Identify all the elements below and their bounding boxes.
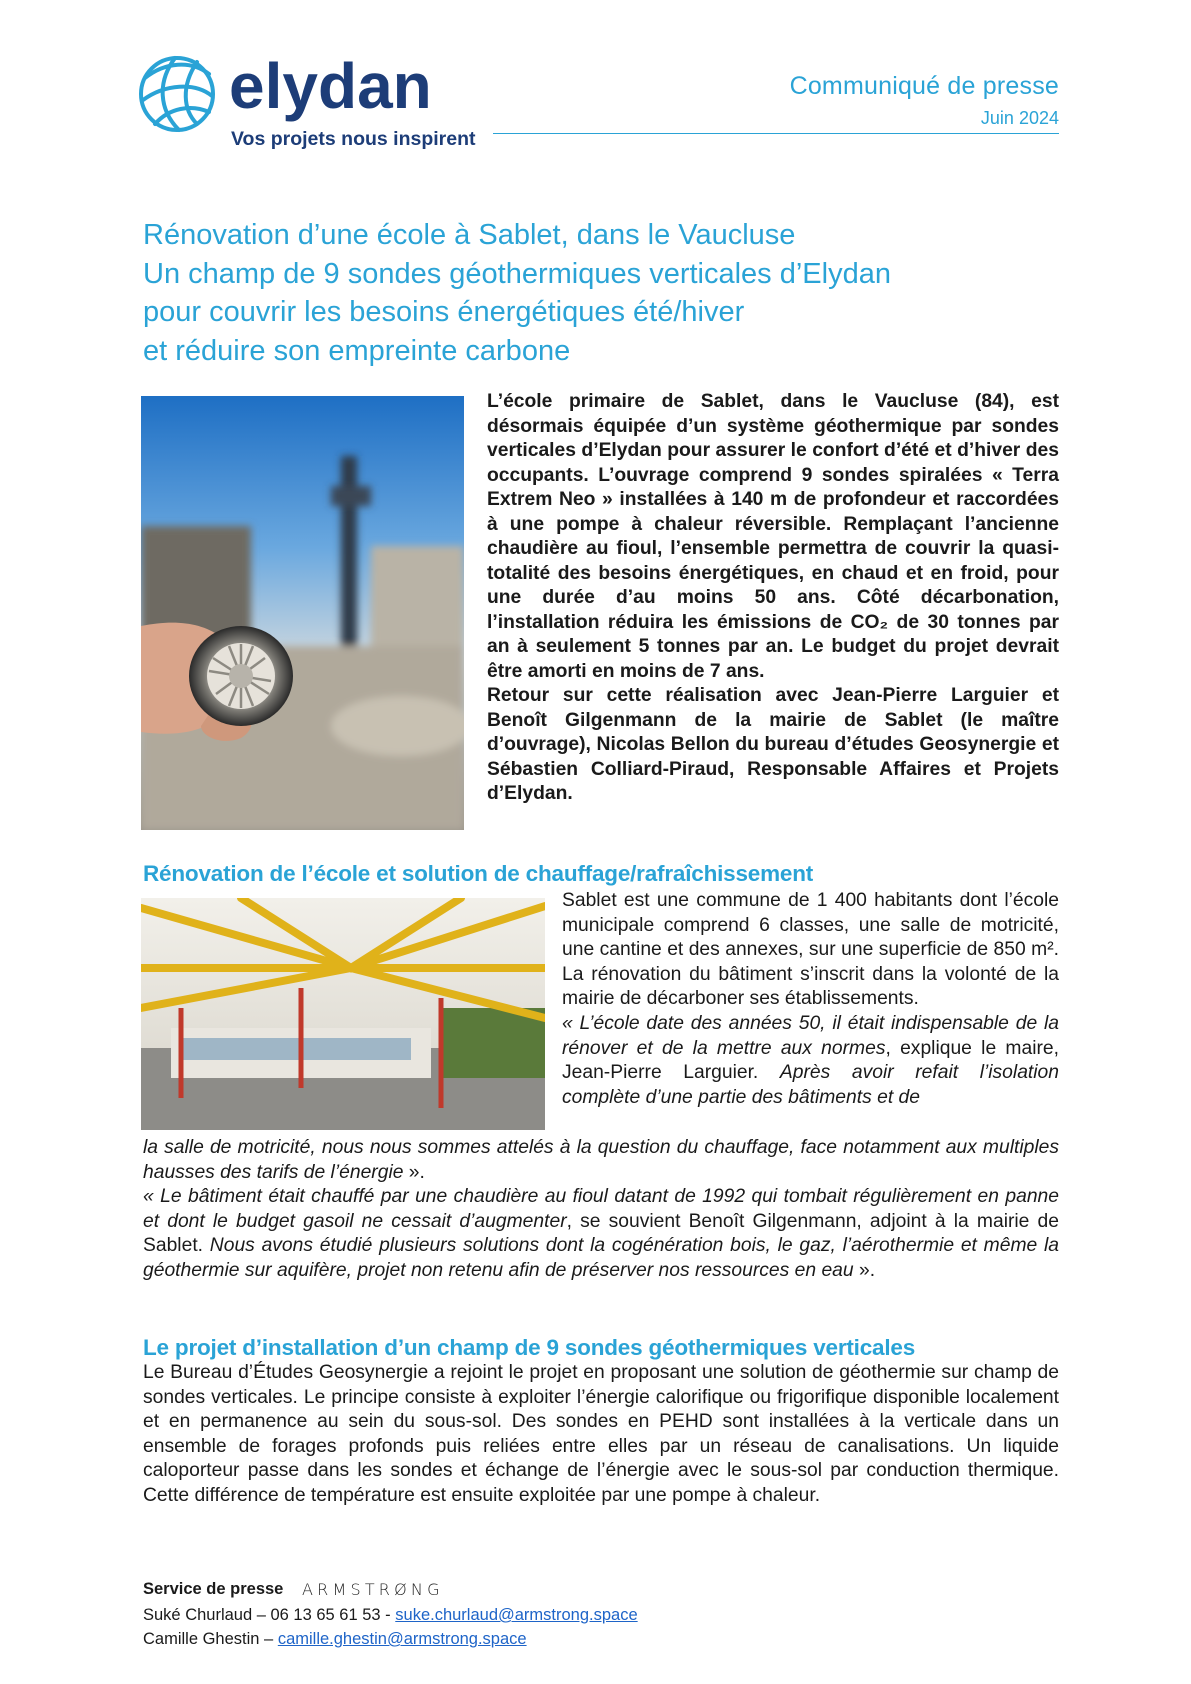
- title-line: pour couvrir les besoins énergétiques été/hiver: [143, 296, 745, 328]
- contact-name: Camille Ghestin –: [143, 1630, 278, 1648]
- quote-paragraph: [143, 1136, 1059, 1185]
- section-heading: Rénovation de l’école et solution de chauffage/rafraîchissement: [143, 861, 814, 886]
- quote-close: ».: [853, 1259, 876, 1281]
- title-line: et réduire son empreinte carbone: [143, 334, 571, 367]
- logo-wordmark: elydan: [229, 52, 432, 122]
- quote-italic: Nous avons étudié plusieurs solutions dont la cogénération bois, le gaz, l’aérothermie et même la géothermie sur aquifère, projet non retenu afin de préserver nos ressources en eau: [143, 1235, 1059, 1281]
- contact-email-link[interactable]: suke.churlaud@armstrong.space: [395, 1606, 638, 1624]
- quote-paragraph: [143, 1185, 1059, 1283]
- section2-paragraph: Le Bureau d’Études Geosynergie a rejoint le projet en proposant une solution de géothermie sur champ de sondes verticales. Le principe consiste à exploiter l’énergie calorifique ou frigorifique disponible localement et en permanence au sein du sous-sol. Des sondes en PEHD sont installées à la verticale dans un ensemble de forages profonds puis reliées entre elles par un réseau de canalisations. Un liquide caloporteur passe dans les sondes et échange de l’énergie avec le sous-sol par conduction thermique. Cette différence de température est ensuite exploitée par une pompe à chaleur.: [143, 1362, 1059, 1506]
- probe-photo: [141, 396, 464, 830]
- title-line: Rénovation d’une école à Sablet, dans le Vaucluse: [143, 219, 796, 251]
- press-contact: [143, 1630, 527, 1649]
- school-courtyard-photo: [141, 898, 545, 1130]
- quote-paragraph: [562, 1012, 1059, 1110]
- section1-paragraph: Sablet est une commune de 1 400 habitants dont l’école municipale comprend 6 classes, une salle de motricité, une cantine et des annexes, sur une superficie de 850 m². La rénovation du bâtiment s’inscrit dans la volonté de la mairie de décarboner ses établissements.: [562, 890, 1059, 1010]
- section1-text-full: [143, 1136, 1059, 1284]
- contact-name: Suké Churlaud – 06 13 65 61 53 -: [143, 1606, 396, 1624]
- quote-italic: Après avoir refait l’isolation complète d’une partie des bâtiments et de: [562, 1062, 1059, 1108]
- header-divider: [493, 133, 1059, 134]
- contact-email-link[interactable]: camille.ghestin@armstrong.space: [277, 1630, 527, 1648]
- quote-attribution: , explique le maire, Jean-Pierre Larguier.: [562, 1037, 1059, 1084]
- elydan-logo: [139, 52, 484, 160]
- quote-italic: « Le bâtiment était chauffé par une chaudière au fioul datant de 1992 qui tombait régulièrement en panne et dont le budget gasoil ne cessait d’augmenter: [143, 1186, 1059, 1232]
- intro-paragraph: L’école primaire de Sablet, dans le Vaucluse (84), est désormais équipée d’un système géothermique par sondes verticales d’Elydan pour assurer le confort d’été et d’hiver des occupants. L’ouvrage comprend 9 sondes spiralées « Terra Extrem Neo » installées à 140 m de profondeur et raccordées à une pompe à chaleur réversible. Remplaçant l’ancienne chaudière au fioul, l’ensemble permettra de couvrir la quasi-totalité des besoins énergétiques, en chaud et en froid, pour une durée d’au moins 50 ans. Côté décarbonation, l’installation réduira les émissions de CO₂ de 30 tonnes par an à seulement 5 tonnes par an. Le budget du projet devrait être amorti en moins de 7 ans.: [487, 391, 1059, 682]
- press-service-label: Service de presse: [143, 1580, 284, 1598]
- document-type: Communiqué de presse: [789, 72, 1059, 100]
- quote-italic: la salle de motricité, nous nous sommes attelés à la question du chauffage, face notamment aux multiples hausses des tarifs de l’énergie: [143, 1137, 1059, 1183]
- agency-logo: ARMSTRØNG: [302, 1580, 444, 1599]
- title-line: Un champ de 9 sondes géothermiques verticales d’Elydan: [143, 257, 891, 290]
- intro-paragraph: Retour sur cette réalisation avec Jean-Pierre Larguier et Benoît Gilgenmann de la mairie de Sablet (le maître d’ouvrage), Nicolas Bellon du bureau d’études Geosynergie et Sébastien Colliard-Piraud, Responsable Affaires et Projets d’Elydan.: [487, 685, 1059, 804]
- logo-tagline: Vos projets nous inspirent: [231, 128, 476, 150]
- quote-close: ».: [403, 1161, 425, 1183]
- quote-italic: « L’école date des années 50, il était indispensable de la rénover et de la mettre aux normes: [562, 1012, 1059, 1059]
- quote-attribution: , se souvient Benoît Gilgenmann, adjoint à la mairie de Sablet.: [143, 1210, 1059, 1257]
- press-contact: [143, 1606, 638, 1625]
- intro-text: [487, 390, 1059, 807]
- section2-text: [143, 1361, 1059, 1509]
- main-title: [143, 216, 1063, 370]
- section1-text-right: [562, 889, 1059, 1110]
- document-date: Juin 2024: [980, 108, 1059, 128]
- section-heading: Le projet d’installation d’un champ de 9 sondes géothermiques verticales: [143, 1335, 916, 1360]
